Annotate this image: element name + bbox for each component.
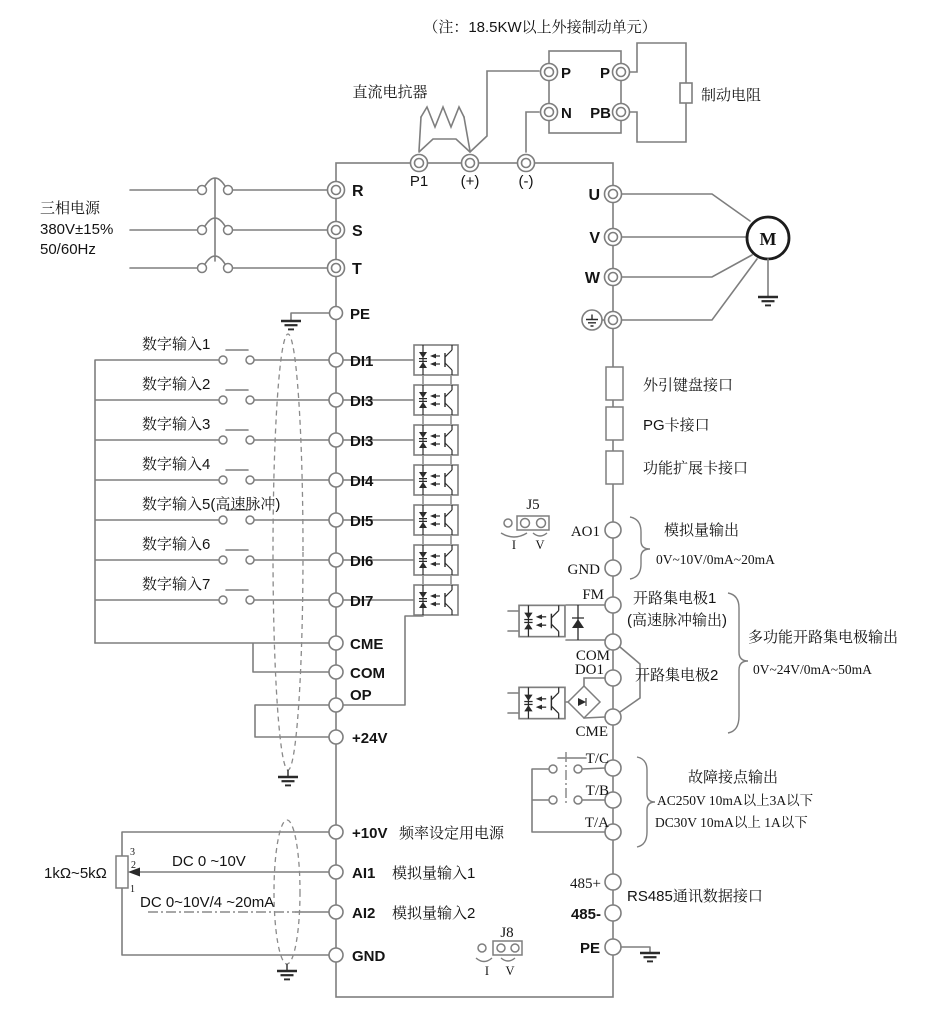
di-terminal-6: DI6 <box>350 553 374 570</box>
dc-reactor-label: 直流电抗器 <box>352 84 428 101</box>
label-gnd-left: GND <box>352 948 386 965</box>
terminal-10v <box>329 825 343 839</box>
do1-optocoupler <box>519 687 565 718</box>
keyboard-port-connector <box>606 367 623 400</box>
oc2-label: 开路集电极2 <box>635 667 719 684</box>
terminal-fm <box>605 597 621 613</box>
label-com-right: COM <box>575 648 610 664</box>
terminal-p1 <box>411 155 428 172</box>
di-label-1: 数字输入1 <box>142 336 211 353</box>
label-w: W <box>584 270 600 287</box>
potentiometer-symbol <box>116 856 128 888</box>
terminal-v <box>605 229 622 246</box>
label-ai2-desc: 模拟量输入2 <box>392 905 476 922</box>
brake-terminal-pb <box>613 104 630 121</box>
terminal-pe <box>330 307 343 320</box>
label-dc-minus: (-) <box>518 173 534 190</box>
label-ai2: AI2 <box>352 905 376 922</box>
terminal-t <box>328 260 345 277</box>
label-485-plus: 485+ <box>570 876 601 892</box>
terminal-485-plus <box>605 874 621 890</box>
power-voltage: 380V±15% <box>40 221 114 238</box>
di-label-7: 数字输入7 <box>142 576 211 593</box>
fm-optocoupler <box>519 605 565 636</box>
label-dc-plus: (+) <box>460 173 480 190</box>
terminal-24v <box>329 730 343 744</box>
di-label-5: 数字输入5(高速脉冲) <box>142 496 281 513</box>
terminal-di4 <box>329 473 343 487</box>
di-optocouplers <box>414 345 458 615</box>
terminal-gnd-right <box>605 560 621 576</box>
terminal-com <box>329 665 343 679</box>
pg-card-connector <box>606 407 623 440</box>
pot-value-label: 1kΩ~5kΩ <box>44 865 107 882</box>
terminal-di6 <box>329 553 343 567</box>
terminal-di3 <box>329 433 343 447</box>
brake-terminal-p-left <box>541 64 558 81</box>
label-10v: +10V <box>352 825 388 842</box>
di-label-3: 数字输入3 <box>142 416 211 433</box>
ai2-signal-label: DC 0~10V/4 ~20mA <box>140 894 275 911</box>
label-gnd-right: GND <box>567 562 600 578</box>
terminal-op <box>329 698 343 712</box>
pot-pin-2: 2 <box>131 860 136 871</box>
pot-pin-1: 1 <box>130 884 135 895</box>
label-ai1: AI1 <box>352 865 376 882</box>
terminal-do1 <box>605 670 621 686</box>
label-t: T <box>352 261 362 278</box>
di-label-4: 数字输入4 <box>142 456 211 473</box>
label-ao1: AO1 <box>570 524 600 540</box>
label-485-minus: 485- <box>570 906 601 923</box>
oc-group-range: 0V~24V/0mA~50mA <box>753 662 872 677</box>
j8-i-label: I <box>484 964 490 978</box>
terminal-ao1 <box>605 522 621 538</box>
terminal-di1 <box>329 353 343 367</box>
relay-spec-ac: AC250V 10mA以上3A以下 <box>657 793 814 808</box>
brake-resistor-label: 制动电阻 <box>701 87 762 104</box>
jumper-j8-label: J8 <box>500 925 514 941</box>
brake-resistor-symbol <box>680 83 692 103</box>
rs485-label: RS485通讯数据接口 <box>627 888 763 905</box>
j5-pin <box>504 519 512 527</box>
power-freq: 50/60Hz <box>40 241 96 258</box>
terminal-r <box>328 182 345 199</box>
terminal-pe-right <box>605 939 621 955</box>
di-terminal-7: DI7 <box>350 593 374 610</box>
label-brake-pb: PB <box>590 105 611 122</box>
brake-terminal-p-right <box>613 64 630 81</box>
terminal-s <box>328 222 345 239</box>
di-terminal-2: DI3 <box>350 393 374 410</box>
terminal-w <box>605 269 622 286</box>
brake-terminal-n <box>541 104 558 121</box>
terminal-cme-right <box>605 709 621 725</box>
oc1-sub-label: (高速脉冲输出) <box>627 612 727 629</box>
j5-v-label: V <box>535 538 545 552</box>
expansion-card-label: 功能扩展卡接口 <box>643 460 749 477</box>
terminal-u <box>605 186 622 203</box>
pg-card-label: PG卡接口 <box>643 417 710 434</box>
terminal-gnd-left <box>329 948 343 962</box>
j5-i-label: I <box>511 538 517 552</box>
terminal-485-minus <box>605 905 621 921</box>
power-name: 三相电源 <box>40 200 101 217</box>
terminal-di2 <box>329 393 343 407</box>
label-com: COM <box>350 665 385 682</box>
label-pe-right: PE <box>579 940 600 957</box>
label-ta: T/A <box>584 815 609 831</box>
terminal-dc-plus <box>462 155 479 172</box>
oc-group-label: 多功能开路集电极输出 <box>748 629 899 646</box>
analog-output-range: 0V~10V/0mA~20mA <box>656 552 775 567</box>
label-brake-p-left: P <box>561 65 572 82</box>
label-tc: T/C <box>585 751 609 767</box>
oc1-label: 开路集电极1 <box>633 590 717 607</box>
di-label-6: 数字输入6 <box>142 536 211 553</box>
di-terminal-4: DI4 <box>350 473 374 490</box>
di-terminal-3: DI3 <box>350 433 374 450</box>
di-terminal-5: DI5 <box>350 513 374 530</box>
label-s: S <box>352 223 363 240</box>
terminal-cme <box>329 636 343 650</box>
di-terminal-1: DI1 <box>350 353 374 370</box>
analog-output-label: 模拟量输出 <box>664 522 740 539</box>
terminal-di5 <box>329 513 343 527</box>
terminal-di7 <box>329 593 343 607</box>
pot-pin-3: 3 <box>130 847 135 858</box>
expansion-card-connector <box>606 451 623 484</box>
label-cme: CME <box>350 636 384 653</box>
label-do1: DO1 <box>574 662 604 678</box>
keyboard-port-label: 外引键盘接口 <box>643 377 734 394</box>
label-10v-desc: 频率设定用电源 <box>399 825 505 842</box>
terminal-ai1 <box>329 865 343 879</box>
label-24v: +24V <box>352 730 388 747</box>
label-ai1-desc: 模拟量输入1 <box>392 865 476 882</box>
label-brake-n: N <box>561 105 572 122</box>
label-p1: P1 <box>409 173 429 190</box>
j8-pin <box>478 944 486 952</box>
relay-label: 故障接点输出 <box>688 769 779 786</box>
terminal-earth <box>605 312 622 329</box>
label-op: OP <box>350 687 372 704</box>
label-v: V <box>589 230 600 247</box>
motor-label: M <box>759 229 777 249</box>
label-pe: PE <box>350 306 371 323</box>
jumper-j5-label: J5 <box>526 497 540 513</box>
relay-spec-dc: DC30V 10mA以上 1A以下 <box>655 815 808 830</box>
label-brake-p-right: P <box>599 65 610 82</box>
earth-terminal-icon <box>582 310 602 330</box>
label-cme-right: CME <box>575 724 608 740</box>
j8-v-label: V <box>505 964 515 978</box>
terminal-ai2 <box>329 905 343 919</box>
note-brake-unit: （注：18.5KW以上外接制动单元） <box>423 19 657 36</box>
label-r: R <box>352 183 364 200</box>
label-u: U <box>588 187 600 204</box>
label-fm: FM <box>582 587 604 603</box>
terminal-dc-minus <box>518 155 535 172</box>
label-tb: T/B <box>585 783 609 799</box>
di-label-2: 数字输入2 <box>142 376 211 393</box>
ai1-signal-label: DC 0 ~10V <box>172 853 246 870</box>
